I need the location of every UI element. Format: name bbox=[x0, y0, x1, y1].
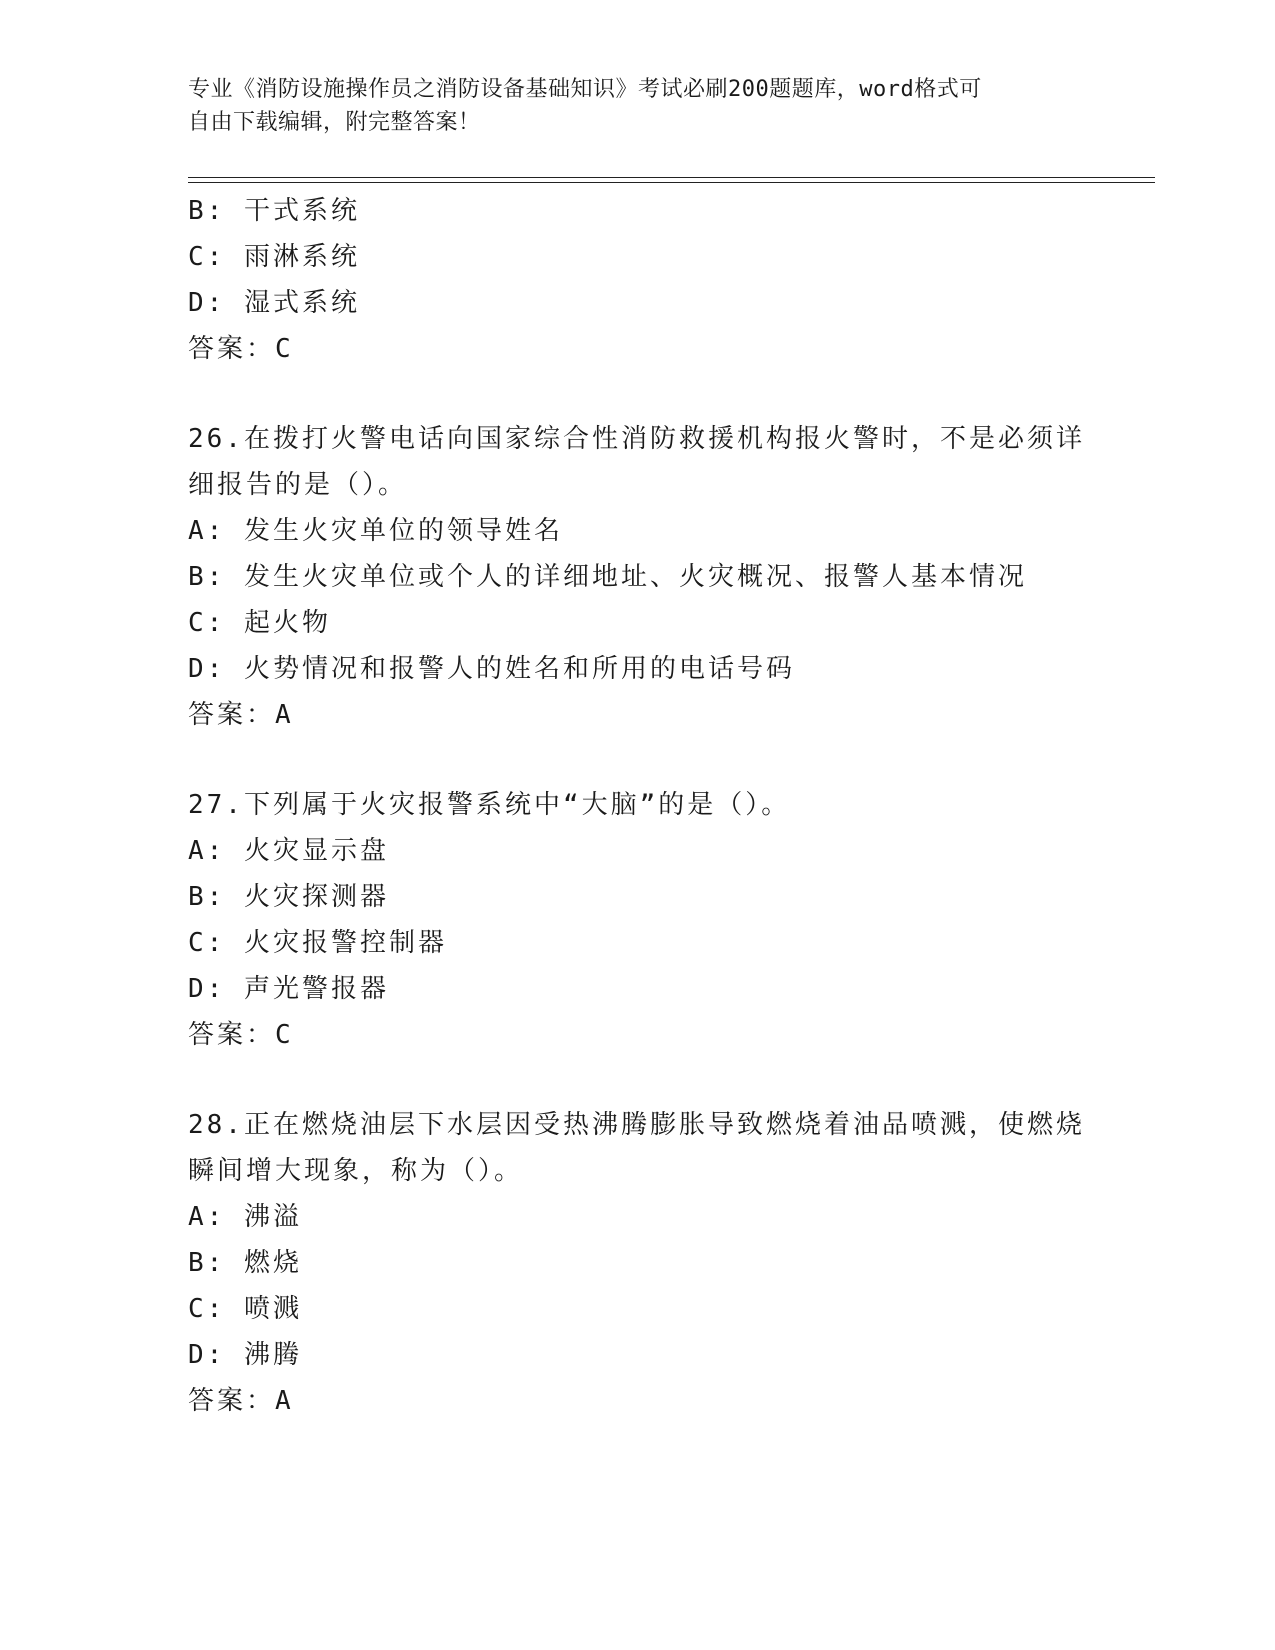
question-list bbox=[188, 188, 1088, 1424]
question-text-line: 26.在拨打火警电话向国家综合性消防救援机构报火警时，不是必须详 bbox=[188, 424, 1085, 454]
option-b: B: 干式系统 bbox=[188, 196, 360, 226]
option-d: D: 沸腾 bbox=[188, 1340, 302, 1370]
option-d: D: 湿式系统 bbox=[188, 288, 360, 318]
answer-line: 答案：A bbox=[188, 1386, 294, 1416]
option-c: C: 火灾报警控制器 bbox=[188, 928, 447, 958]
question-block bbox=[188, 1102, 1088, 1424]
header-title-line-1: 专业《消防设施操作员之消防设备基础知识》考试必刷200题题库，word格式可 bbox=[188, 77, 982, 102]
option-c: C: 起火物 bbox=[188, 608, 331, 638]
option-a: A: 火灾显示盘 bbox=[188, 836, 389, 866]
option-a: A: 发生火灾单位的领导姓名 bbox=[188, 516, 563, 546]
answer-line: 答案：C bbox=[188, 1020, 294, 1050]
header-divider-bottom bbox=[188, 182, 1155, 183]
question-text-line: 28.正在燃烧油层下水层因受热沸腾膨胀导致燃烧着油品喷溅，使燃烧 bbox=[188, 1110, 1085, 1140]
question-text-line: 27.下列属于火灾报警系统中“大脑”的是（）。 bbox=[188, 790, 791, 820]
option-c: C: 喷溅 bbox=[188, 1294, 302, 1324]
option-d: D: 火势情况和报警人的姓名和所用的电话号码 bbox=[188, 654, 795, 684]
option-d: D: 声光警报器 bbox=[188, 974, 389, 1004]
question-text-line: 细报告的是（）。 bbox=[188, 470, 408, 500]
option-b: B: 发生火灾单位或个人的详细地址、火灾概况、报警人基本情况 bbox=[188, 562, 1027, 592]
option-b: B: 燃烧 bbox=[188, 1248, 302, 1278]
option-a: A: 沸溢 bbox=[188, 1202, 302, 1232]
question-block bbox=[188, 782, 1088, 1058]
answer-line: 答案：A bbox=[188, 700, 294, 730]
document-header bbox=[188, 73, 1088, 139]
question-block bbox=[188, 188, 1088, 372]
header-divider-top bbox=[188, 177, 1155, 178]
answer-line: 答案：C bbox=[188, 334, 294, 364]
question-text-line: 瞬间增大现象，称为（）。 bbox=[188, 1156, 524, 1186]
question-block bbox=[188, 416, 1088, 738]
option-c: C: 雨淋系统 bbox=[188, 242, 360, 272]
header-title-line-2: 自由下载编辑，附完整答案！ bbox=[188, 110, 481, 135]
option-b: B: 火灾探测器 bbox=[188, 882, 389, 912]
